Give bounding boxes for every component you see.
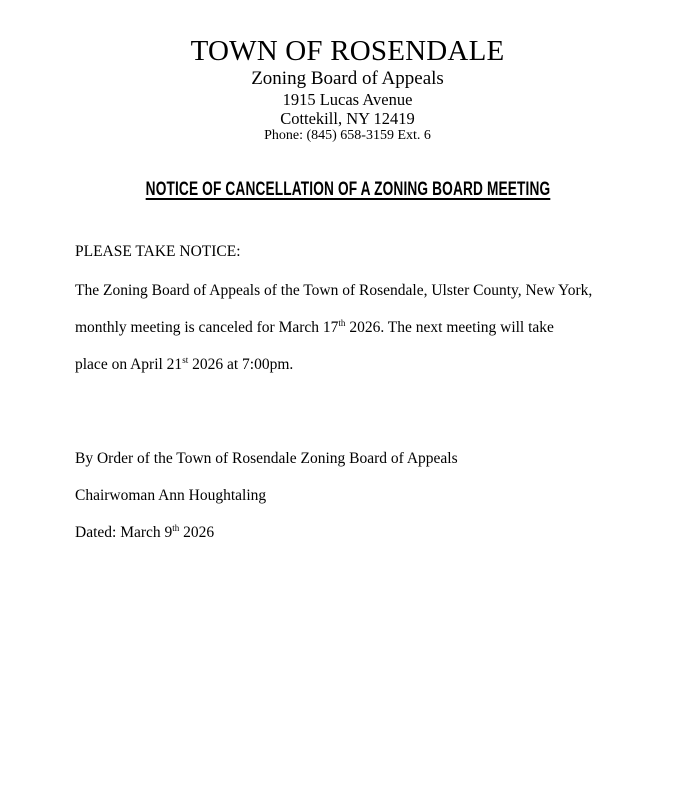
town-title: TOWN OF ROSENDALE [190,35,505,67]
dated-ordinal: th [172,523,180,533]
phone-number: Phone: (845) 658-3159 Ext. 6 [264,128,431,143]
notice-intro: PLEASE TAKE NOTICE: [75,243,241,260]
body-line-1: The Zoning Board of Appeals of the Town of Rosendale, Ulster County, New York, [75,282,593,299]
signature-order: By Order of the Town of Rosendale Zoning Board of Appeals [75,450,458,467]
dated-text-b: 2026 [179,524,215,541]
body-line-2 [75,318,554,339]
dated-text-a: Dated: March 9 [75,524,173,541]
notice-heading-wrap [0,178,695,202]
body-line-3-text-b: 2026 at 7:00pm. [188,356,294,373]
body-line-2-text-b: 2026. The next meeting will take [345,319,554,336]
body-line-3-ordinal: st [182,355,189,365]
letterhead [0,34,695,144]
board-name: Zoning Board of Appeals [251,68,444,89]
body-line-3 [75,355,293,376]
body-line-3-text-a: place on April 21 [75,356,183,373]
body-line-2-text-a: monthly meeting is canceled for March 17 [75,319,339,336]
signature-dated [75,523,214,544]
body-line-2-ordinal: th [338,318,346,328]
notice-heading: NOTICE OF CANCELLATION OF A ZONING BOARD MEETING [145,179,550,200]
street-address: 1915 Lucas Avenue [282,90,413,109]
city-address: Cottekill, NY 12419 [280,109,415,128]
signature-chair: Chairwoman Ann Houghtaling [75,487,267,504]
